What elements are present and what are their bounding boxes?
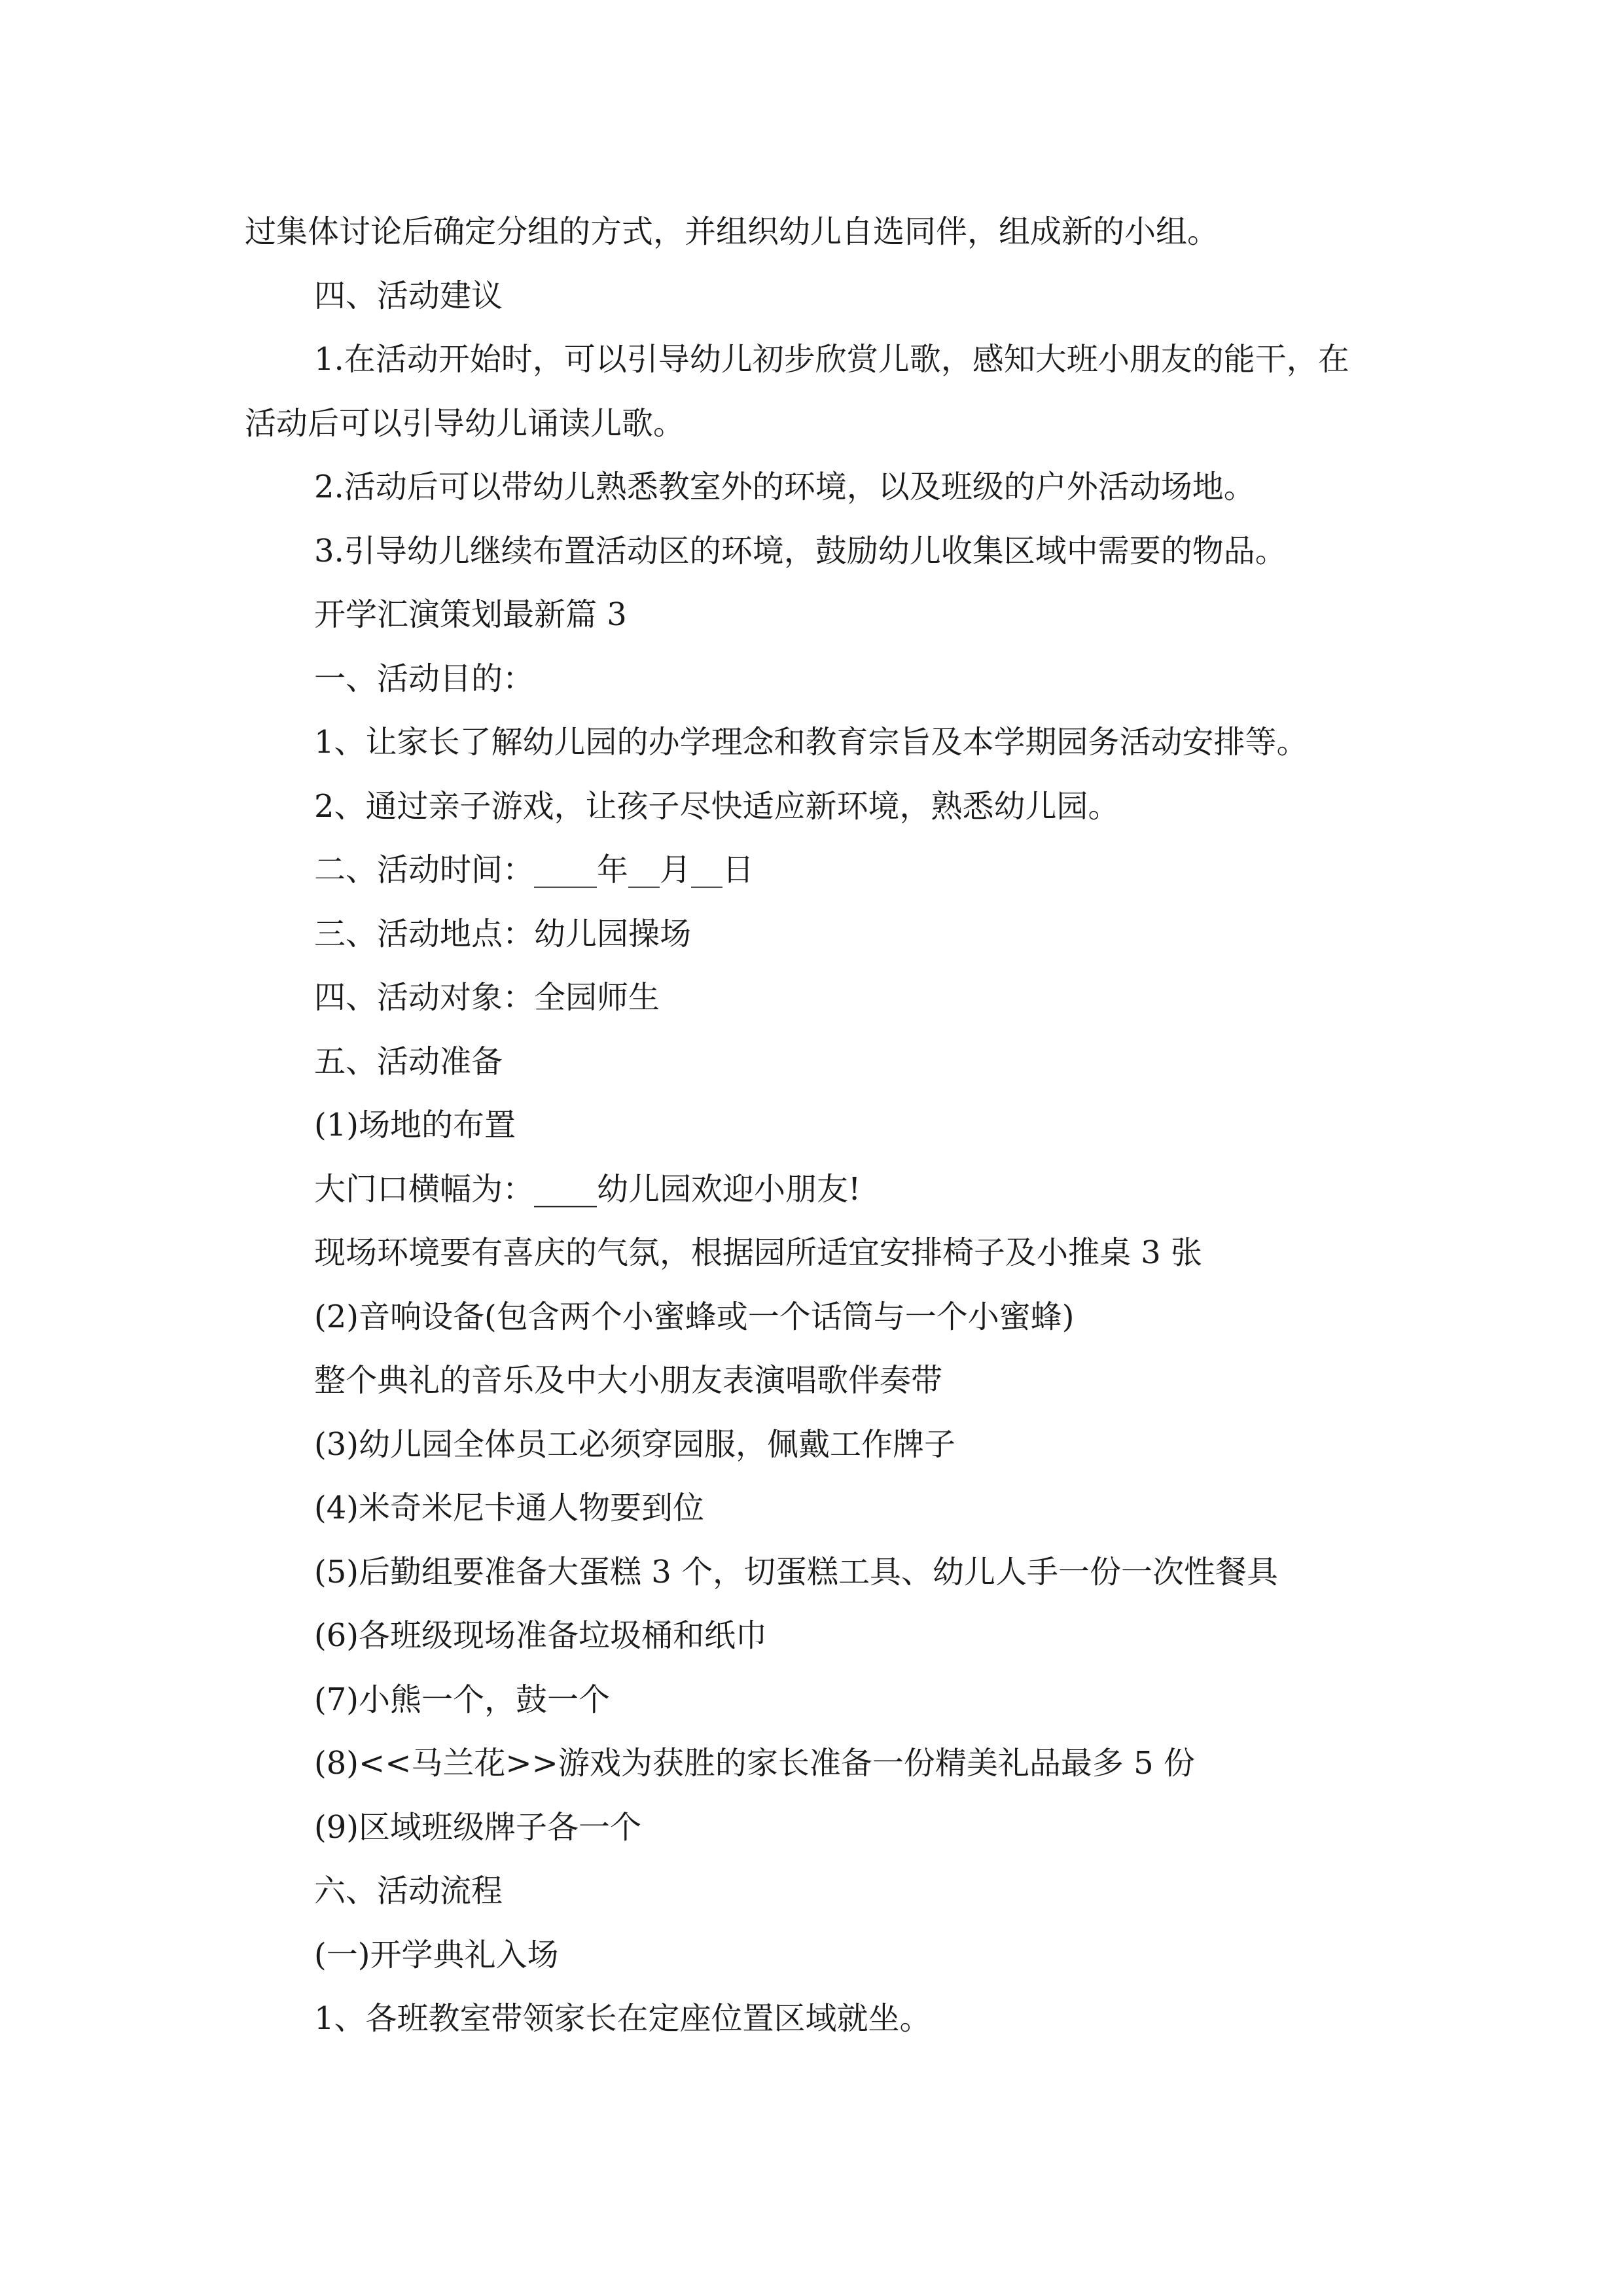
document-body: [245, 200, 1397, 2051]
list-item: 2.活动后可以带幼儿熟悉教室外的环境，以及班级的户外活动场地。: [314, 469, 1255, 505]
section-heading: 四、活动建议: [314, 277, 503, 314]
list-item: (2)音响设备(包含两个小蜜蜂或一个话筒与一个小蜜蜂): [314, 1298, 1075, 1335]
body-text-line: 大门口横幅为：____幼儿园欢迎小朋友!: [314, 1170, 861, 1208]
article-title: 开学汇演策划最新篇 3: [314, 596, 627, 633]
list-item: (6)各班级现场准备垃圾桶和纸巾: [314, 1617, 767, 1654]
list-item: (1)场地的布置: [314, 1107, 516, 1143]
body-text-line: 过集体讨论后确定分组的方式，并组织幼儿自选同伴，组成新的小组。: [245, 213, 1219, 250]
subsection-heading: (一)开学典礼入场: [314, 1936, 559, 1973]
section-heading: 二、活动时间：____年__月__日: [314, 852, 755, 888]
section-heading: 一、活动目的：: [314, 660, 535, 697]
section-heading: 六、活动流程: [314, 1873, 503, 1909]
body-text-line: 整个典礼的音乐及中大小朋友表演唱歌伴奏带: [314, 1362, 943, 1399]
list-item: 1、各班教室带领家长在定座位置区域就坐。: [314, 2000, 931, 2037]
section-heading: 五、活动准备: [314, 1043, 503, 1080]
list-item: 1、让家长了解幼儿园的办学理念和教育宗旨及本学期园务活动安排等。: [314, 724, 1308, 761]
list-item: 2、通过亲子游戏，让孩子尽快适应新环境，熟悉幼儿园。: [314, 787, 1120, 825]
list-item: 3.引导幼儿继续布置活动区的环境，鼓励幼儿收集区域中需要的物品。: [314, 532, 1287, 569]
list-item: (7)小熊一个，鼓一个: [314, 1681, 610, 1718]
list-item: (3)幼儿园全体员工必须穿园服，佩戴工作牌子: [314, 1426, 955, 1463]
section-heading: 三、活动地点：幼儿园操场: [314, 915, 692, 952]
list-item: (9)区域班级牌子各一个: [314, 1808, 641, 1846]
body-text-line: 现场环境要有喜庆的气氛，根据园所适宜安排椅子及小推桌 3 张: [314, 1234, 1203, 1271]
list-item: 1.在活动开始时，可以引导幼儿初步欣赏儿歌，感知大班小朋友的能干，在: [314, 341, 1349, 378]
section-heading: 四、活动对象：全园师生: [314, 979, 660, 1016]
list-item: (4)米奇米尼卡通人物要到位: [314, 1490, 704, 1526]
list-item: (8)<<马兰花>>游戏为获胜的家长准备一份精美礼品最多 5 份: [314, 1745, 1195, 1782]
body-text-line: 活动后可以引导幼儿诵读儿歌。: [245, 404, 685, 442]
list-item: (5)后勤组要准备大蛋糕 3 个，切蛋糕工具、幼儿人手一份一次性餐具: [314, 1553, 1279, 1590]
